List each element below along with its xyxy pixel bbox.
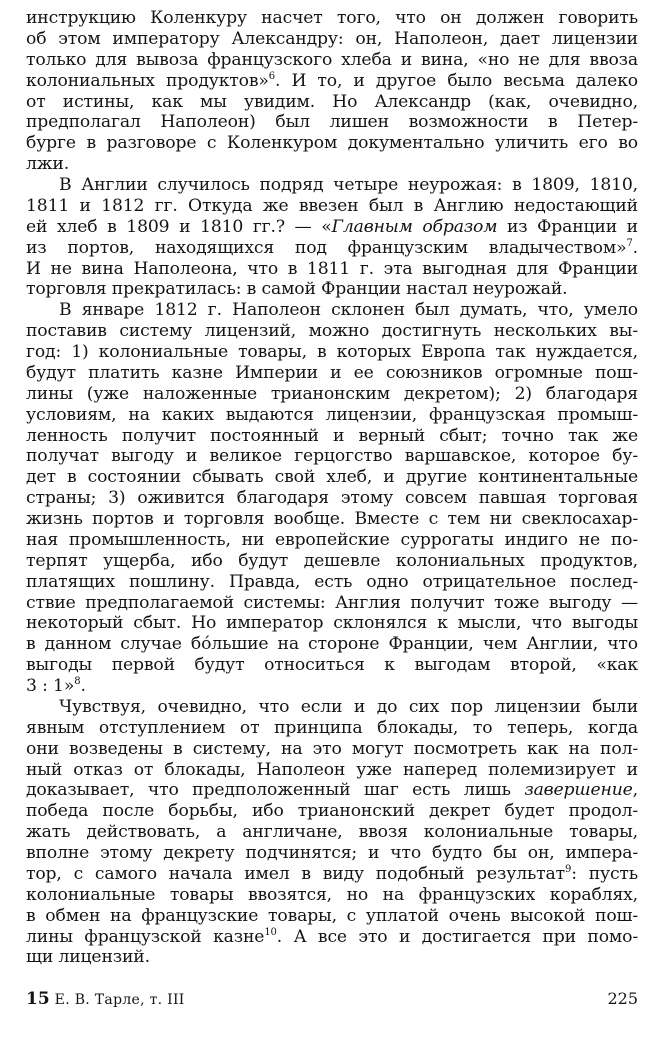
text-line: 3 : 1»$^8$.	[26, 676, 86, 696]
text-line: терпят ущерба, ибо будут дешевле колониальных продуктов,	[26, 550, 638, 571]
text-line: доказывает, что предположенный шаг есть лишь завершение,	[26, 780, 638, 801]
text-line: тор, с самого начала имел в виду подобный результат$^9$: пусть	[26, 863, 639, 884]
text-line: страны; 3) оживится благодаря этому совсем павшая торговая	[26, 488, 638, 509]
text-line: вполне этому декрету подчинятся; и что будто бы он, импера-	[26, 843, 638, 863]
text-line: предполагал Наполеон) был лишен возможности в Петер-	[26, 112, 638, 133]
text-line: лины французской казне$^{10}$. А все это и достигается при помо-	[26, 926, 638, 947]
text-line: лжи.	[26, 154, 70, 175]
source-reference: Е. В. Тарле, т. III	[54, 992, 185, 1008]
text-line: И не вина Наполеона, что в 1811 г. эта выгодная для Франции	[26, 258, 638, 279]
text-line: условиям, на каких выдаются лицензии, французская промыш-	[26, 404, 638, 425]
text-line: выгоды первой будут относиться к выгодам второй, «как	[26, 655, 638, 676]
text-line: поставив систему лицензий, можно достигнуть нескольких вы-	[26, 321, 638, 342]
text-line: явным отступлением от принципа блокады, то теперь, когда	[26, 717, 638, 738]
footnote-ref: 8	[74, 676, 81, 687]
text-line: дет в состоянии сбывать свой хлеб, и другие континентальные	[26, 467, 638, 488]
text-line: жизнь портов и торговля вообще. Вместе с тем ни свеклосахар-	[26, 509, 638, 529]
text-line: в данном случае бо́льшие на стороне Франции, чем Англии, что	[26, 634, 638, 655]
text-line: некоторый сбыт. Но император склонялся к мысли, что выгоды	[26, 613, 638, 634]
text-line: получат выгоду и великое герцогство варшавское, которое бу-	[26, 446, 638, 467]
text-line: только для вывоза французского хлеба и вина, «но не для ввоза	[26, 49, 638, 70]
text-line: жать действовать, а англичане, ввозя колониальные товары,	[26, 822, 638, 843]
text-line: В январе 1812 г. Наполеон склонен был думать, что, умело	[59, 300, 638, 321]
emphasis: Главным образом	[331, 216, 498, 237]
text-line: инструкцию Коленкуру насчет того, что он должен говорить	[26, 8, 638, 28]
emphasis: завершение	[524, 780, 633, 801]
text-line: платящих пошлину. Правда, есть одно отрицательное послед-	[26, 571, 638, 592]
text-line: об этом императору Александру: он, Наполеон, дает лицензии	[26, 28, 638, 49]
footnote-ref: 10	[264, 926, 277, 938]
footnote-ref: 7	[626, 237, 633, 249]
text-line: победа после борьбы, ибо трианонский декрет будет продол-	[26, 801, 638, 822]
text-line: ный отказ от блокады, Наполеон уже наперед полемизирует и	[26, 759, 638, 780]
footnote-ref: 6	[268, 70, 275, 82]
text-line: Чувствуя, очевидно, что если и до сих пор лицензии были	[59, 696, 638, 717]
text-line: ствие предполагаемой системы: Англия получит тоже выгоду —	[26, 592, 638, 613]
footnote-ref: 9	[564, 863, 572, 875]
text-line: 1811 и 1812 гг. Откуда же ввезен был в Англию недостающий	[26, 195, 638, 216]
page-footer	[26, 988, 638, 1010]
page-text	[26, 8, 638, 968]
text-line: бурге в разговоре с Коленкуром документально уличить его во	[26, 133, 638, 154]
text-line: в обмен на французские товары, с уплатой очень высокой пош-	[26, 905, 638, 926]
signature-mark: 15	[26, 989, 50, 1009]
text-line: они возведены в систему, на это могут посмотреть как на пол-	[26, 738, 638, 759]
text-line: В Англии случилось подряд четыре неурожая: в 1809, 1810,	[59, 175, 638, 195]
text-line: ей хлеб в 1809 и 1810 гг.? — «Главным образом из Франции и	[26, 216, 638, 237]
text-line: колониальных продуктов»$^6$. И то, и другое было весьма далеко	[26, 70, 638, 91]
text-line: лины (уже наложенные трианонским декретом); 2) благодаря	[26, 383, 638, 404]
page-number: 225	[607, 989, 638, 1008]
text-line: ленность получит постоянный и верный сбыт; точно так же	[26, 425, 638, 446]
text-line: ная промышленность, ни европейские суррогаты индиго не по-	[26, 529, 638, 550]
text-line: из портов, находящихся под французским владычеством»$^7$.	[26, 237, 638, 258]
text-line: от истины, как мы увидим. Но Александр (как, очевидно,	[26, 91, 638, 112]
text-line: год: 1) колониальные товары, в которых Европа так нуждается,	[26, 342, 638, 362]
text-line: будут платить казне Империи и ее союзников огромные пош-	[26, 362, 638, 383]
text-line: колониальные товары ввозятся, но на французских кораблях,	[26, 884, 638, 905]
text-line: щи лицензий.	[26, 947, 150, 968]
text-line: торговля прекратилась: в самой Франции настал неурожай.	[26, 279, 568, 300]
